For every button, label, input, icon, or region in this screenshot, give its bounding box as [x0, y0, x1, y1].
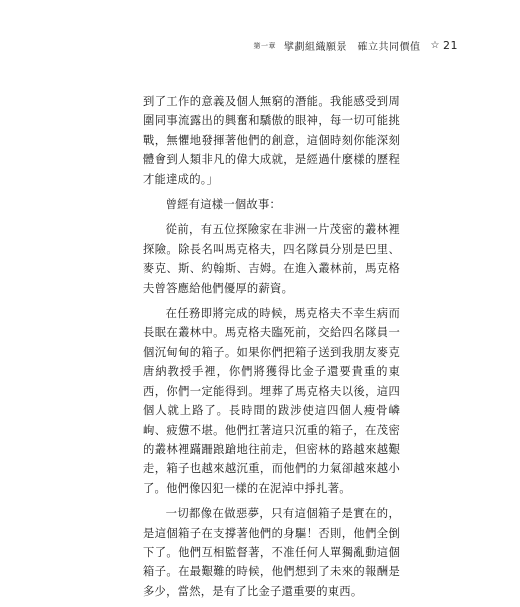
running-header	[254, 38, 458, 53]
paragraph: 從前，有五位探險家在非洲一片茂密的叢林裡探險。除長名叫馬克格夫，四名隊員分別是巴里、麥克、斯、約翰斯、吉姆。在進入叢林前，馬克格夫曾答應給他們優厚的薪資。	[143, 223, 400, 295]
page-number: 21	[443, 39, 458, 52]
paragraph-story-intro: 曾經有這樣一個故事：	[165, 198, 282, 212]
paragraph: 一切都像在做惡夢，只有這個箱子是實在的，是這個箱子在支撐著他們的身驅！否則，他們全倒下了。他們互相監督著，不准任何人單獨亂動這個箱子。在最艱難的時候，他們想到了未來的報酬是多少，當然，是有了比金子還重要的東西。	[143, 507, 400, 598]
page-body	[143, 92, 400, 607]
chapter-title: 擘劃組織願景 確立共同價值	[284, 42, 421, 53]
paragraph: 在任務即將完成的時候，馬克格夫不幸生病而長眠在叢林中。馬克格夫臨死前，交給四名隊員一個沉甸甸的箱子。如果你們把箱子送到我朋友麥克唐納教授手裡，你們將獲得比金子還要貴重的東西，你們一定能得到。埋葬了馬克格夫以後，這四個人就上路了。長時間的跋涉使這四個人瘦骨嶙峋、疲憊不堪。他們扛著這只沉重的箱子，在茂密的叢林裡蹣跚踉蹌地往前走，但密林的路越來越艱走，箱子也越來越沉重，而他們的力氣卻越來越小了。他們像囚犯一樣的在泥淖中掙扎著。	[143, 307, 400, 495]
paragraph-continuation: 到了工作的意義及個人無窮的潛能。我能感受到周圍同事流露出的興奮和驕傲的眼神，每一切可能挑戰，無懼地發揮著他們的創意，這個時刻你能深刻體會到人類非凡的偉大成就，是經過什麼樣的歷程才能達成的。」	[143, 95, 400, 186]
star-icon: ☆	[430, 40, 440, 51]
chapter-label: 第一章	[253, 41, 277, 50]
